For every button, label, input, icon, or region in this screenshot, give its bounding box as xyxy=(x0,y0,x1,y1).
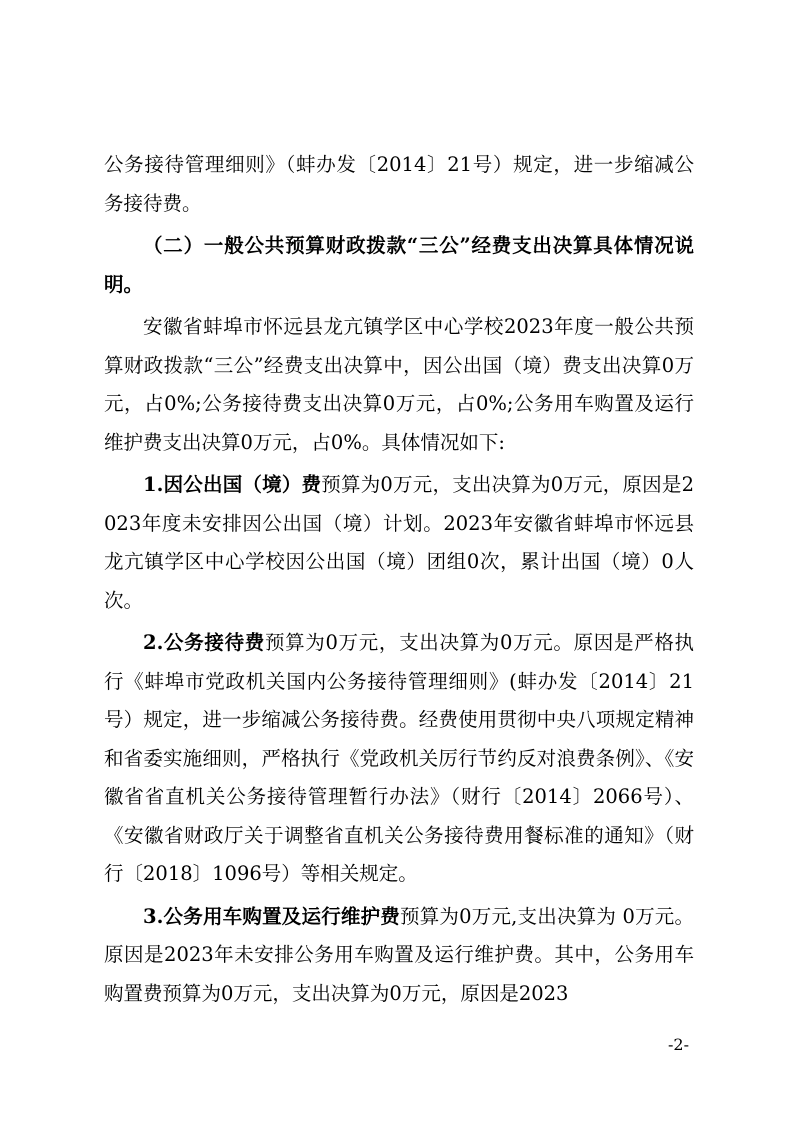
item-title: 2.公务接待费 xyxy=(143,631,265,654)
item-reception xyxy=(104,624,694,894)
item-text: 预算为0万元，支出决算为0万元。原因是严格执行《蚌埠市党政机关国内公务接待管理细则》(蚌办发〔2014〕21号）规定，进一步缩减公务接待费。经费使用贯彻中央八项规定精神和省委实施细则，严格执行《党政机关厉行节约反对浪费条例》、《安徽省省直机关公务接待管理暂行办法》（财行〔2014〕2066号）、《安徽省财政厅关于调整省直机关公务接待费用餐标准的通知》（财行〔2018〕1096号）等相关规定。 xyxy=(104,631,694,885)
page-number: -2- xyxy=(668,1035,689,1054)
item-title: 1.因公出国（境）费 xyxy=(143,473,322,496)
section-heading: （二）一般公共预算财政拨款“三公”经费支出决算具体情况说明。 xyxy=(104,234,694,296)
item-overseas-travel xyxy=(104,466,694,620)
item-title: 3.公务用车购置及运行维护费 xyxy=(143,904,401,928)
item-text: 预算为0万元,支出决算为 0万元。原因是2023年未安排公务用车购置及运行维护费。其中，公务用车购置费预算为0万元，支出决算为0万元，原因是2023 xyxy=(104,904,694,1005)
paragraph-continuation: 公务接待管理细则》（蚌办发〔2014〕21号）规定，进一步缩减公务接待费。 xyxy=(104,153,694,215)
item-vehicle xyxy=(104,898,694,1014)
paragraph-summary: 安徽省蚌埠市怀远县龙亢镇学区中心学校2023年度一般公共预算财政拨款“三公”经费支出决算中，因公出国（境）费支出决算0万元，占0%;公务接待费支出决算0万元，占0%;公务用车购置及运行维护费支出决算0万元，占0%。具体情况如下: xyxy=(104,315,694,454)
document-body xyxy=(104,146,694,1013)
item-text: 预算为0万元，支出决算为0万元，原因是2023年度未安排因公出国（境）计划。2023年安徽省蚌埠市怀远县龙亢镇学区中心学校因公出国（境）团组0次，累计出国（境）0人次。 xyxy=(104,473,694,612)
